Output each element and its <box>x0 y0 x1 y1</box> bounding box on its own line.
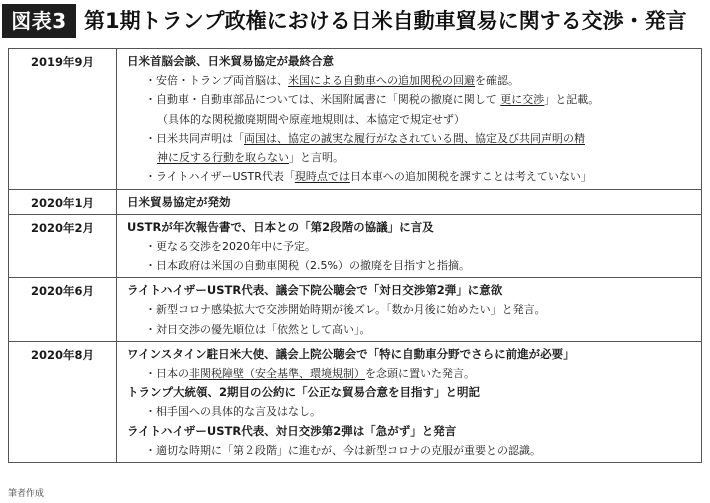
text-segment: 日本車への追加関税を課すことは考えていない」 <box>349 170 592 184</box>
text-segment: を念頭に置いた発言。 <box>365 366 475 380</box>
content-cell <box>117 189 702 214</box>
bullet-item <box>127 110 693 129</box>
table-row <box>9 278 702 342</box>
table-row <box>9 341 702 462</box>
bullet-item <box>127 129 693 148</box>
text-segment: ・ライトハイザーUSTR代表「 <box>145 170 295 184</box>
content-cell <box>117 214 702 278</box>
text-segment: ・自動車・自動車部品については、米国附属書に「関税の撤廃に関して <box>145 93 501 107</box>
bullet-item <box>127 402 693 421</box>
content-cell <box>117 341 702 462</box>
text-segment: ・日本政府は米国の自動車関税（2.5%）の撤廃を目指すと指摘。 <box>145 259 470 273</box>
text-segment: を確認。 <box>475 74 519 87</box>
underlined-text: 神に反する行動を取らない <box>157 151 289 165</box>
text-segment: 」と言明。 <box>289 151 344 165</box>
underlined-text: 現時点では <box>294 170 350 184</box>
table-row <box>9 189 702 214</box>
event-heading <box>127 345 693 364</box>
text-segment: ・適切な時期に「第２段階」に進むが、今は新型コロナの克服が重要との認識。 <box>145 443 541 457</box>
text-segment: ・新型コロナ感染拡大で交渉開始時期が後ズレ。「数か月後に始めたい」と発言。 <box>145 303 546 317</box>
content-cell <box>117 278 702 342</box>
text-segment: ・日米共同声明は「 <box>145 131 244 145</box>
event-heading <box>127 52 693 71</box>
timeline-table <box>8 48 702 463</box>
event-heading <box>127 281 693 300</box>
bullet-item <box>127 441 693 460</box>
text-segment: ・日本の <box>145 366 189 380</box>
text-segment: ・安倍・トランプ両首脳は、 <box>145 74 288 87</box>
text-segment: ・相手国への具体的な言及はなし。 <box>145 405 321 419</box>
text-segment: 日米首脳会談、日米貿易協定が最終合意 <box>127 54 334 68</box>
event-heading <box>127 422 693 441</box>
table-row <box>9 214 702 278</box>
text-segment: 」と記載。 <box>544 93 600 107</box>
text-segment: USTRが年次報告書で、日本との「第2段階の協議」に言及 <box>127 219 434 234</box>
text-segment: ライトハイザーUSTR代表、対日交渉第2弾は「急がず」と発言 <box>127 423 457 438</box>
text-segment: （具体的な関税撤廃期間や原産地規則は、本協定で規定せず） <box>157 112 465 126</box>
bullet-item <box>127 167 693 186</box>
event-heading <box>127 218 693 237</box>
text-segment: ・更なる交渉を2020年中に予定。 <box>145 239 316 253</box>
content-cell <box>117 49 702 190</box>
text-segment: トランプ大統領、2期目の公約に「公正な貿易合意を目指す」と明記 <box>127 385 480 400</box>
figure-header <box>0 0 710 44</box>
text-segment: ・対日交渉の優先順位は「依然として高い」。 <box>145 322 371 336</box>
underlined-text: 非関税障壁（安全基準、環境規制） <box>189 366 365 380</box>
date-cell: 2020年2月 <box>9 214 117 278</box>
event-heading <box>127 383 693 402</box>
event-heading <box>127 193 693 212</box>
text-segment: ライトハイザーUSTR代表、議会下院公聴会で「対日交渉第2弾」に意欲 <box>127 283 503 298</box>
bullet-item <box>127 148 693 167</box>
bullet-item <box>127 300 693 319</box>
figure-number-badge: 図表3 <box>2 4 76 38</box>
text-segment: 日米貿易協定が発効 <box>127 194 231 209</box>
bullet-item <box>127 364 693 383</box>
date-cell: 2020年6月 <box>9 278 117 342</box>
source-note: 筆者作成 <box>8 489 45 499</box>
bullet-item <box>127 320 693 339</box>
date-cell: 2020年1月 <box>9 189 117 214</box>
bullet-item <box>127 90 693 109</box>
date-cell: 2020年8月 <box>9 341 117 462</box>
bullet-item <box>127 71 693 90</box>
figure-title: 第1期トランプ政権における日米自動車貿易に関する交渉・発言 <box>84 9 687 33</box>
underlined-text: 両国は、協定の誠実な履行がなされている間、協定及び共同声明の精 <box>244 131 585 145</box>
underlined-text: 更に交渉 <box>500 93 545 107</box>
timeline-table-body <box>9 49 702 463</box>
bullet-item <box>127 237 693 256</box>
underlined-text: 米国による自動車への追加関税の回避 <box>288 74 475 87</box>
table-row <box>9 49 702 190</box>
bullet-item <box>127 256 693 275</box>
date-cell: 2019年9月 <box>9 49 117 190</box>
text-segment: ワインスタイン駐日米大使、議会上院公聴会で「特に自動車分野でさらに前進が必要」 <box>127 346 575 361</box>
